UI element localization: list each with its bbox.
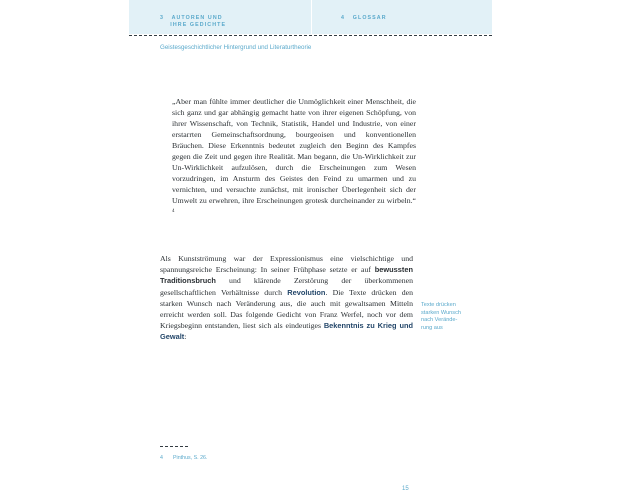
nav-link-autoren-line1: 3 AUTOREN UND xyxy=(160,15,223,21)
nav-link-autoren-line2: IHRE GEDICHTE xyxy=(160,22,227,28)
body-text-part-4: : xyxy=(184,332,187,342)
margin-note-line-4: rung aus xyxy=(421,324,443,331)
margin-note xyxy=(421,302,491,332)
header-dashed-rule xyxy=(129,35,492,36)
body-text-part-1: Als Kunstströmung war der Expressionismus eine vielschichtige und spannungsreiche Erscheinung: In seiner Frühphase setzte er auf xyxy=(160,254,413,275)
nav-link-autoren[interactable] xyxy=(160,15,226,29)
chapter-title: Geistesgeschichtlicher Hintergrund und Literaturtheorie xyxy=(160,44,312,51)
nav-link-glossar[interactable]: 4 GLOSSAR xyxy=(341,15,387,21)
footnote xyxy=(160,455,207,461)
body-text-part-3: . Die Texte drücken den starken Wunsch nach Veränderung aus, die auch mit gewaltsamen Mitteln erreicht werden soll. Das folgende Gedicht von Franz Werfel, noch vor dem Kriegsbeginn entstanden, liest sich als eindeutiges xyxy=(160,287,414,331)
margin-note-line-2: starken Wunsch xyxy=(421,309,462,316)
quote-text: „Aber man fühlte immer deutlicher die Unmöglichkeit einer Menschheit, die sich ganz und gar abhängig gemacht hatte von ihrer eigenen Schöpfung, von ihrer Wissenschaft, von Technik, Statistik, Handel und Industrie, von einer erstarrten Gemeinschaftsordnung, bourgeoisen und konventionellen Bräuchen. Diese Erkenntnis bedeutet zugleich den Beginn des Kampfes gegen die Zeit und gegen ihre Realität. Man begann, die Un-Wirklichkeit zur Un-Wirklichkeit aufzulösen, durch die Erscheinungen zum Wesen vorzudringen, im Ansturm des Geistes den Feind zu umarmen und zu vernichten, und versuchte zunächst, mit ironischer Überlegenheit sich der Umwelt zu erwehren, ihre Erscheinungen grotesk durcheinander zu wirbeln.“ xyxy=(172,97,416,206)
footnote-number: 4 xyxy=(160,455,163,461)
margin-note-line-3: nach Verände- xyxy=(421,317,458,324)
header-divider xyxy=(311,0,312,34)
footnote-text: Pinthus, S. 26. xyxy=(173,455,208,461)
footnote-rule xyxy=(160,446,188,447)
keyword-traditionsbruch: bewussten Traditionsbruch xyxy=(160,265,413,286)
keyword-revolution: Revolution xyxy=(287,287,326,297)
quote-footnote-ref[interactable]: 4 xyxy=(172,209,175,215)
page-number: 15 xyxy=(402,486,409,492)
block-quote xyxy=(172,96,416,219)
body-text-part-2: und klärende Zerstörung der überkommenen gesellschaftlichen Verhältnisse durch xyxy=(160,276,413,297)
keyword-krieg-gewalt: Bekenntnis zu Krieg und Gewalt xyxy=(160,321,413,342)
body-text xyxy=(160,253,413,343)
margin-note-line-1: Texte drücken xyxy=(421,302,456,308)
quote-paragraph xyxy=(172,96,416,219)
body-paragraph xyxy=(160,253,413,343)
